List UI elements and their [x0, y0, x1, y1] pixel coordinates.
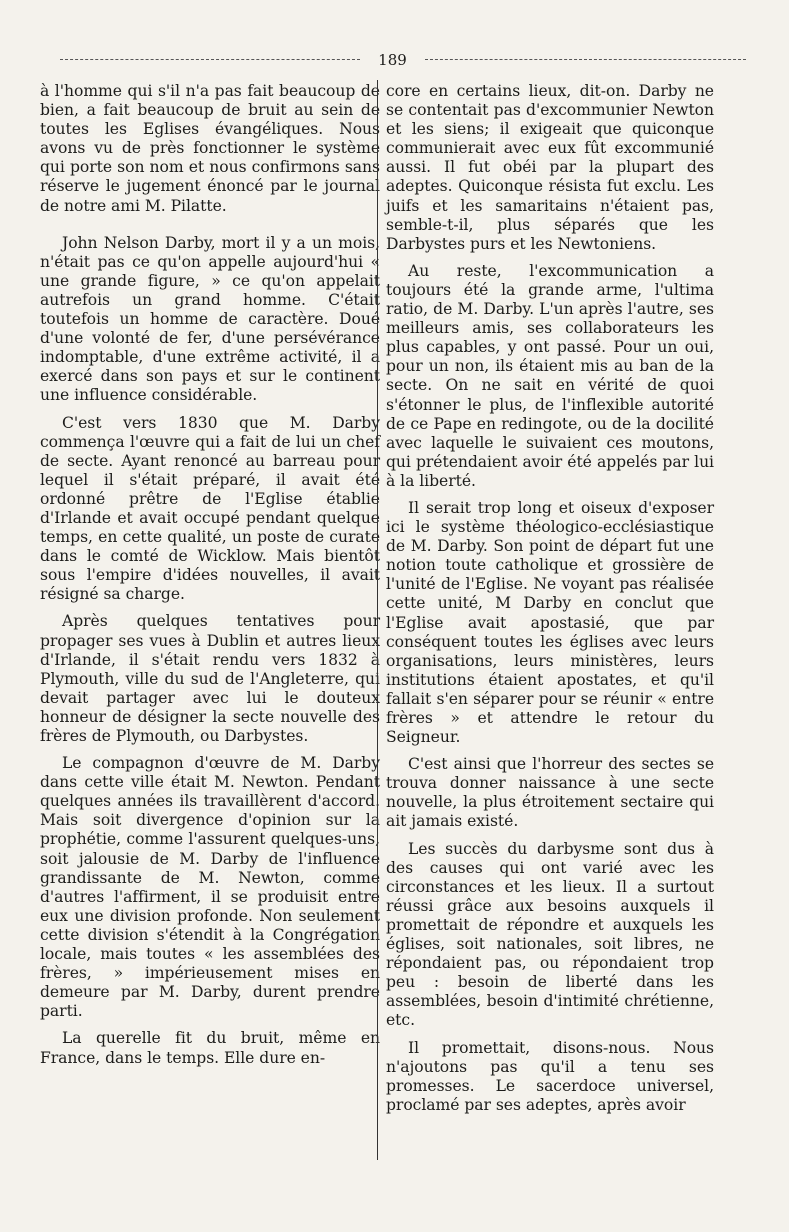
paragraph: C'est ainsi que l'horreur des sectes se trouva donner naissance à une secte nouvelle, la plus étroitement sectaire qui ait jamais existé.: [386, 755, 714, 831]
paragraph: Au reste, l'excommunication a toujours été la grande arme, l'ultima ratio, de M. Darby. L'un après l'autre, ses meilleurs amis, ses collaborateurs les plus capables, y ont passé. Pour un oui, pour un non, ils étaient mis au ban de la secte. On ne sait en vérité de quoi s'étonner le plus, de l'inflexible autorité de ce Pape en redingote, ou de la docilité avec laquelle le suivaient ces moutons, qui prétendaient avoir été appelés par lui à la liberté.: [386, 261, 714, 490]
paragraph: Les succès du darbysme sont dus à des causes qui ont varié avec les circonstances et les lieux. Il a surtout réussi grâce aux besoins auxquels il promettait de répondre et auxquels les églises, soit nationales, soit libres, ne répondaient pas, ou répondaient trop peu : besoin de liberté dans les assemblées, besoin d'intimité chrétienne, etc.: [386, 839, 714, 1030]
paragraph: C'est vers 1830 que M. Darby commença l'œuvre qui a fait de lui un chef de secte. Ayant renoncé au barreau pour lequel il s'était préparé, il avait été ordonné prêtre de l'Eglise établie d'Irlande et avait occupé pendant quelque temps, en cette qualité, un poste de curate dans le comté de Wicklow. Mais bientôt sous l'empire d'idées nouvelles, il avait résigné sa charge.: [40, 413, 380, 604]
paragraph: Il promettait, disons-nous. Nous n'ajoutons pas qu'il a tenu ses promesses. Le sacerdoce universel, proclamé par ses adeptes, après avoir: [386, 1038, 714, 1114]
column-divider: [377, 80, 378, 1160]
header-rule-left: [60, 59, 360, 60]
right-column: [386, 82, 714, 1123]
paragraph: Il serait trop long et oiseux d'exposer ici le système théologico-ecclésiastique de M. Darby. Son point de départ fut une notion toute catholique et grossière de l'unité de l'Eglise. Ne voyant pas réalisée cette unité, M Darby en conclut que l'Eglise avait apostasié, que par conséquent toutes les églises avec leurs organisations, leurs ministères, leurs institutions étaient apostates, et qu'il fallait s'en séparer pour se réunir « entre frères » et attendre le retour du Seigneur.: [386, 498, 714, 747]
paragraph: à l'homme qui s'il n'a pas fait beaucoup de bien, a fait beaucoup de bruit au sein de toutes les Eglises évangéliques. Nous avons vu de près fonctionner le système qui porte son nom et nous confirmons sans réserve le jugement énoncé par le journal de notre ami M. Pilatte.: [40, 82, 380, 215]
paragraph: Le compagnon d'œuvre de M. Darby dans cette ville était M. Newton. Pendant quelques années ils travaillèrent d'accord. Mais soit divergence d'opinion sur la prophétie, comme l'assurent quelques-uns, soit jalousie de M. Darby de l'influence grandissante de M. Newton, comme d'autres l'affirment, il se produisit entre eux une division profonde. Non seulement cette division s'étendit à la Congrégation locale, mais toutes « les assemblées des frères, » impérieusement mises en demeure par M. Darby, durent prendre parti.: [40, 754, 380, 1021]
paragraph: John Nelson Darby, mort il y a un mois, n'était pas ce qu'on appelle aujourd'hui « une grande figure, » ce qu'on appelait autrefois un grand homme. C'était toutefois un homme de caractère. Doué d'une volonté de fer, d'une persévérance indomptable, d'une extrême activité, il a exercé dans son pays et sur le continent une influence considérable.: [40, 233, 380, 405]
paragraph: La querelle fit du bruit, même en France, dans le temps. Elle dure en-: [40, 1029, 380, 1067]
left-column: [40, 82, 380, 1076]
paragraph: core en certains lieux, dit-on. Darby ne se contentait pas d'excommunier Newton et les siens; il exigeait que quiconque communierait avec eux fût excommunié aussi. Il fut obéi par la plupart des adeptes. Quiconque résista fut exclu. Les juifs et les samaritains n'étaient pas, semble-t-il, plus séparés que les Darbystes purs et les Newtoniens.: [386, 82, 714, 253]
header-rule-right: [425, 59, 746, 60]
page-number: 189: [378, 51, 407, 69]
page-header: [40, 50, 746, 70]
paragraph: Après quelques tentatives pour propager ses vues à Dublin et autres lieux d'Irlande, il s'était rendu vers 1832 à Plymouth, ville du sud de l'Angleterre, qui devait partager avec lui le douteux honneur de désigner la secte nouvelle des frères de Plymouth, ou Darbystes.: [40, 612, 380, 745]
